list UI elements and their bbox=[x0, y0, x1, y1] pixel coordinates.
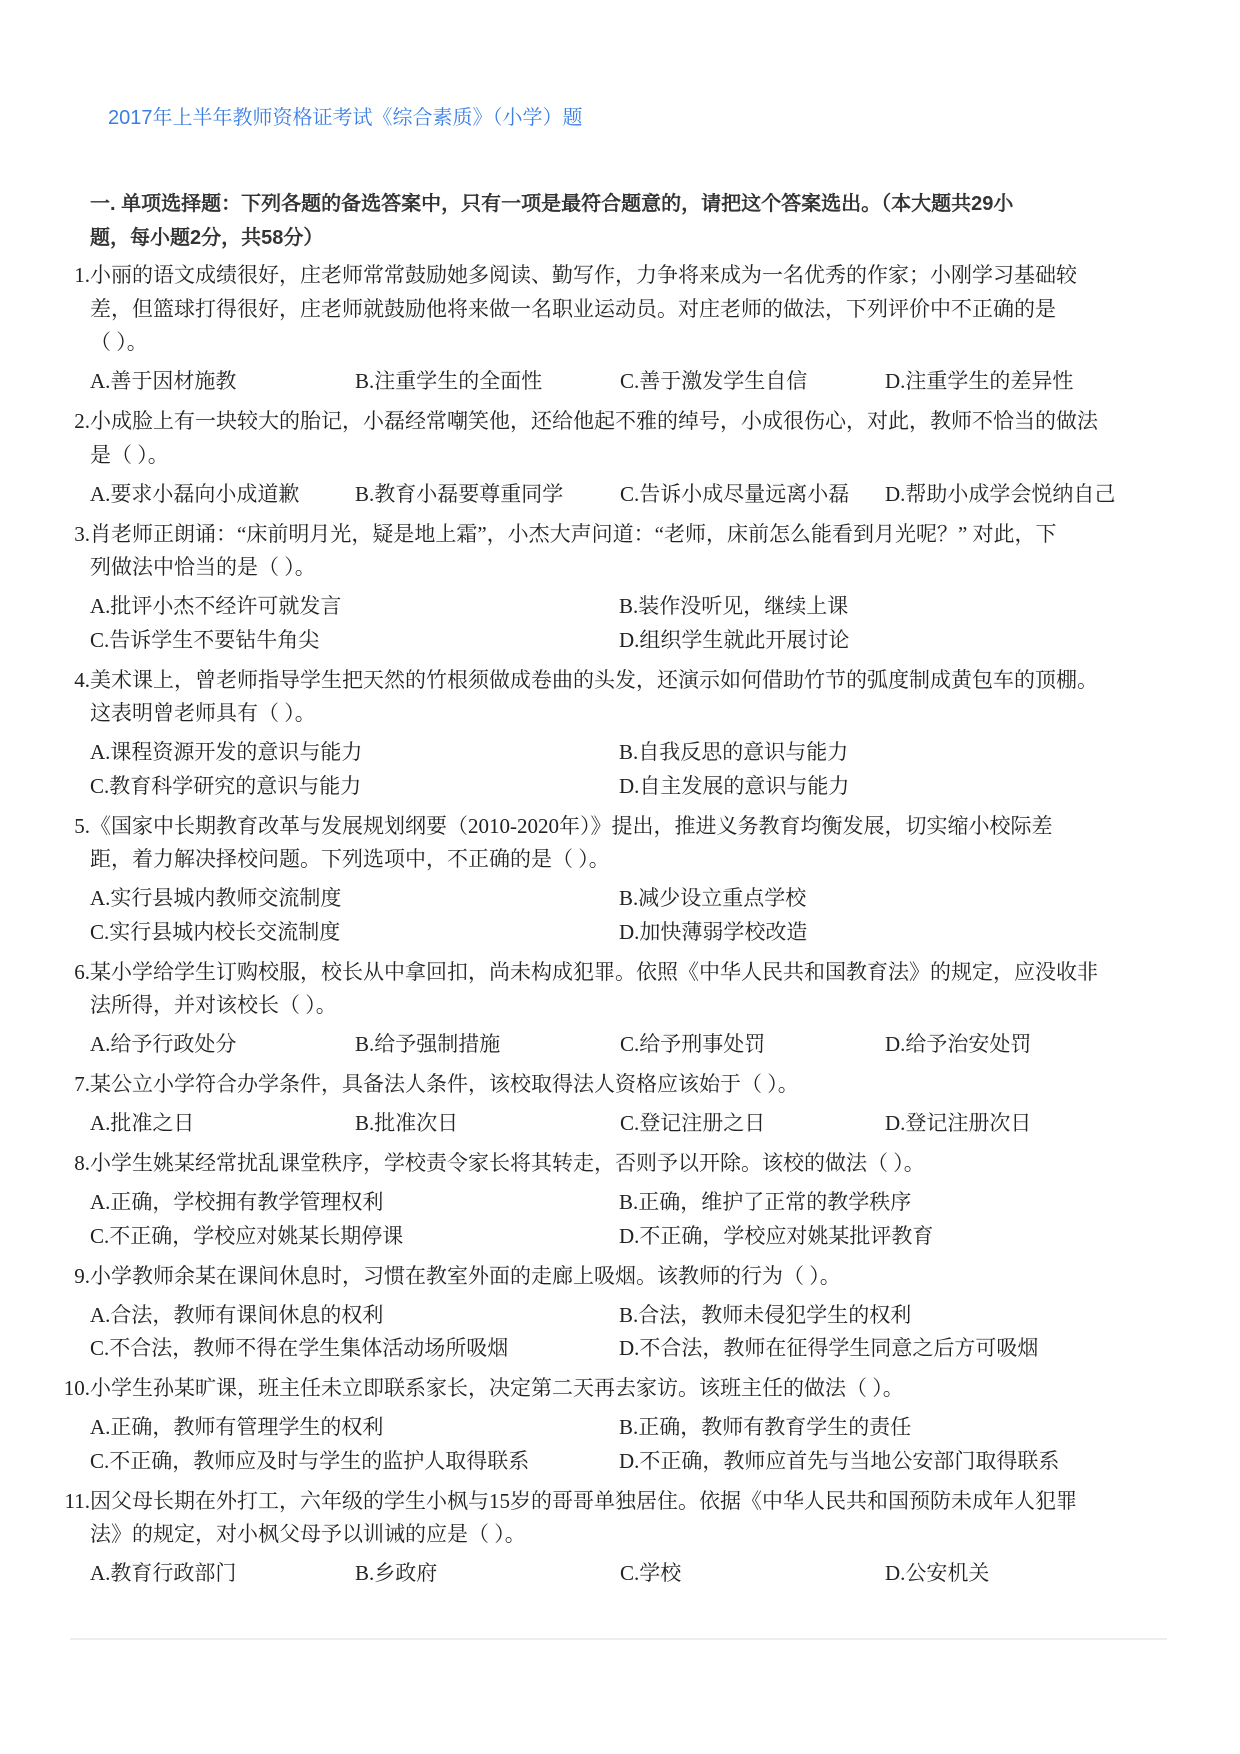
question-item bbox=[0, 518, 1240, 658]
answer-option: A.正确，教师有管理学生的权利 bbox=[90, 1415, 384, 1439]
question-item bbox=[0, 1260, 1240, 1366]
answer-options bbox=[90, 1028, 1150, 1062]
answer-option: C.学校 bbox=[620, 1561, 682, 1585]
answer-options bbox=[90, 1557, 1150, 1591]
answer-option: D.不正确，教师应首先与当地公安部门取得联系 bbox=[619, 1448, 1060, 1473]
answer-option: A.合法，教师有课间休息的权利 bbox=[90, 1302, 384, 1327]
question-text-line: 法》的规定，对小枫父母予以训诫的应是（ ）。 bbox=[90, 1522, 526, 1546]
question-item bbox=[0, 1372, 1240, 1478]
answer-options bbox=[90, 882, 1150, 949]
answer-option: A.善于因材施教 bbox=[90, 369, 237, 393]
question-list bbox=[0, 259, 1240, 1591]
question-number: 8. bbox=[74, 1151, 90, 1175]
question-text-line: 某小学给学生订购校服，校长从中拿回扣，尚未构成犯罪。依照《中华人民共和国教育法》的规定，应没收非 bbox=[90, 959, 1098, 984]
question-number: 2. bbox=[74, 409, 90, 433]
question-number: 5. bbox=[74, 813, 90, 838]
answer-option: D.注重学生的差异性 bbox=[885, 369, 1074, 393]
answer-option: C.教育科学研究的意识与能力 bbox=[90, 773, 362, 798]
question-text-line: 肖老师正朗诵：“床前明月光，疑是地上霜”，小杰大声问道：“老师，床前怎么能看到月光呢？” 对此，下 bbox=[90, 521, 1057, 546]
question-item bbox=[0, 1068, 1240, 1141]
question-item bbox=[0, 259, 1240, 399]
page-divider bbox=[70, 1638, 1167, 1640]
answer-option: B.乡政府 bbox=[355, 1561, 438, 1585]
question-text-line: 列做法中恰当的是（ ）。 bbox=[90, 555, 316, 579]
question-number: 6. bbox=[74, 959, 90, 984]
answer-option: B.自我反思的意识与能力 bbox=[619, 740, 849, 764]
question-item bbox=[0, 956, 1240, 1062]
question-number: 11. bbox=[64, 1488, 90, 1513]
question-item bbox=[0, 1147, 1240, 1253]
answer-option: C.不正确，教师应及时与学生的监护人取得联系 bbox=[90, 1448, 530, 1473]
answer-option: C.告诉学生不要钻牛角尖 bbox=[90, 627, 320, 652]
answer-option: A.批评小杰不经许可就发言 bbox=[90, 594, 342, 618]
answer-option: A.正确，学校拥有教学管理权利 bbox=[90, 1190, 384, 1214]
question-text-line: 差，但篮球打得很好，庄老师就鼓励他将来做一名职业运动员。对庄老师的做法，下列评价中不正确的是 bbox=[90, 296, 1056, 321]
question-text-line: 这表明曾老师具有（ ）。 bbox=[90, 701, 316, 725]
question-text-line: 小成脸上有一块较大的胎记，小磊经常嘲笑他，还给他起不雅的绰号，小成很伤心，对此，教师不恰当的做法 bbox=[90, 409, 1098, 433]
answer-options bbox=[90, 590, 1150, 657]
answer-option: D.帮助小成学会悦纳自己 bbox=[885, 481, 1116, 506]
question-item bbox=[0, 810, 1240, 950]
question-text-line: 法所得，并对该校长（ ）。 bbox=[90, 993, 337, 1017]
question-text-line: （ ）。 bbox=[90, 330, 148, 354]
answer-option: B.正确，维护了正常的教学秩序 bbox=[619, 1190, 912, 1214]
question-text-line: 美术课上，曾老师指导学生把天然的竹根须做成卷曲的头发，还演示如何借助竹节的弧度制成黄包车的顶棚。 bbox=[90, 667, 1098, 692]
document-title: 2017年上半年教师资格证考试《综合素质》（小学）题 bbox=[108, 107, 583, 129]
answer-option: D.不合法，教师在征得学生同意之后方可吸烟 bbox=[619, 1336, 1039, 1360]
answer-option: A.实行县城内教师交流制度 bbox=[90, 886, 342, 910]
answer-options bbox=[90, 1107, 1150, 1141]
answer-option: D.组织学生就此开展讨论 bbox=[619, 627, 850, 652]
answer-option: D.不正确，学校应对姚某批评教育 bbox=[619, 1223, 934, 1248]
question-text-line: 因父母长期在外打工，六年级的学生小枫与15岁的哥哥单独居住。依据《中华人民共和国预防未成年人犯罪 bbox=[90, 1488, 1077, 1513]
answer-option: D.加快薄弱学校改造 bbox=[619, 919, 808, 944]
answer-options bbox=[90, 1186, 1150, 1253]
answer-option: C.实行县城内校长交流制度 bbox=[90, 919, 341, 944]
section-heading-line: 题，每小题2分，共58分） bbox=[90, 226, 324, 249]
question-item bbox=[0, 664, 1240, 804]
question-item bbox=[0, 405, 1240, 511]
answer-option: A.给予行政处分 bbox=[90, 1032, 237, 1056]
answer-option: B.合法，教师未侵犯学生的权利 bbox=[619, 1302, 912, 1327]
question-item bbox=[0, 1485, 1240, 1591]
answer-option: C.登记注册之日 bbox=[620, 1111, 766, 1135]
question-number: 7. bbox=[74, 1072, 90, 1096]
answer-option: C.不合法，教师不得在学生集体活动场所吸烟 bbox=[90, 1336, 509, 1360]
answer-options bbox=[90, 1411, 1150, 1478]
answer-option: D.登记注册次日 bbox=[885, 1111, 1032, 1135]
question-text-line: 小学生孙某旷课，班主任未立即联系家长，决定第二天再去家访。该班主任的做法（ ）。 bbox=[90, 1376, 904, 1400]
question-number: 1. bbox=[74, 263, 90, 287]
answer-option: C.善于激发学生自信 bbox=[620, 369, 808, 393]
answer-option: D.公安机关 bbox=[885, 1561, 990, 1585]
question-text-line: 小丽的语文成绩很好，庄老师常常鼓励她多阅读、勤写作，力争将来成为一名优秀的作家；小刚学习基础较 bbox=[90, 263, 1077, 287]
answer-option: A.课程资源开发的意识与能力 bbox=[90, 740, 363, 764]
answer-option: D.给予治安处罚 bbox=[885, 1032, 1032, 1056]
answer-option: A.教育行政部门 bbox=[90, 1561, 237, 1585]
answer-option: C.给予刑事处罚 bbox=[620, 1032, 766, 1056]
answer-option: A.批准之日 bbox=[90, 1111, 195, 1135]
answer-options bbox=[90, 478, 1150, 512]
question-number: 10. bbox=[63, 1376, 90, 1400]
answer-option: A.要求小磊向小成道歉 bbox=[90, 481, 300, 506]
answer-option: B.教育小磊要尊重同学 bbox=[355, 481, 564, 506]
answer-option: C.不正确，学校应对姚某长期停课 bbox=[90, 1223, 404, 1248]
question-text-line: 某公立小学符合办学条件，具备法人条件，该校取得法人资格应该始于（ ）。 bbox=[90, 1072, 799, 1096]
question-text-line: 小学教师余某在课间休息时，习惯在教室外面的走廊上吸烟。该教师的行为（ ）。 bbox=[90, 1263, 841, 1288]
question-text-line: 距，着力解决择校问题。下列选项中，不正确的是（ ）。 bbox=[90, 847, 610, 871]
section-heading bbox=[90, 188, 1150, 255]
answer-option: D.自主发展的意识与能力 bbox=[619, 773, 850, 798]
question-number: 4. bbox=[74, 667, 90, 692]
answer-option: B.批准次日 bbox=[355, 1111, 459, 1135]
answer-options bbox=[90, 736, 1150, 803]
answer-option: B.给予强制措施 bbox=[355, 1032, 501, 1056]
question-number: 9. bbox=[74, 1263, 90, 1288]
section-heading-line: 一. 单项选择题：下列各题的备选答案中，只有一项是最符合题意的，请把这个答案选出。（本大题共29小 bbox=[90, 193, 1014, 215]
answer-options bbox=[90, 1299, 1150, 1366]
question-text-line: 是（ ）。 bbox=[90, 442, 169, 467]
question-text-line: 《国家中长期教育改革与发展规划纲要（2010-2020年）》提出，推进义务教育均衡发展，切实缩小校际差 bbox=[90, 813, 1053, 838]
answer-option: B.减少设立重点学校 bbox=[619, 886, 807, 910]
answer-option: C.告诉小成尽量远离小磊 bbox=[620, 481, 850, 506]
answer-option: B.注重学生的全面性 bbox=[355, 369, 543, 393]
question-text-line: 小学生姚某经常扰乱课堂秩序，学校责令家长将其转走，否则予以开除。该校的做法（ ）。 bbox=[90, 1151, 925, 1175]
answer-options bbox=[90, 365, 1150, 399]
answer-option: B.装作没听见，继续上课 bbox=[619, 594, 849, 618]
question-number: 3. bbox=[74, 521, 90, 546]
answer-option: B.正确，教师有教育学生的责任 bbox=[619, 1415, 912, 1439]
